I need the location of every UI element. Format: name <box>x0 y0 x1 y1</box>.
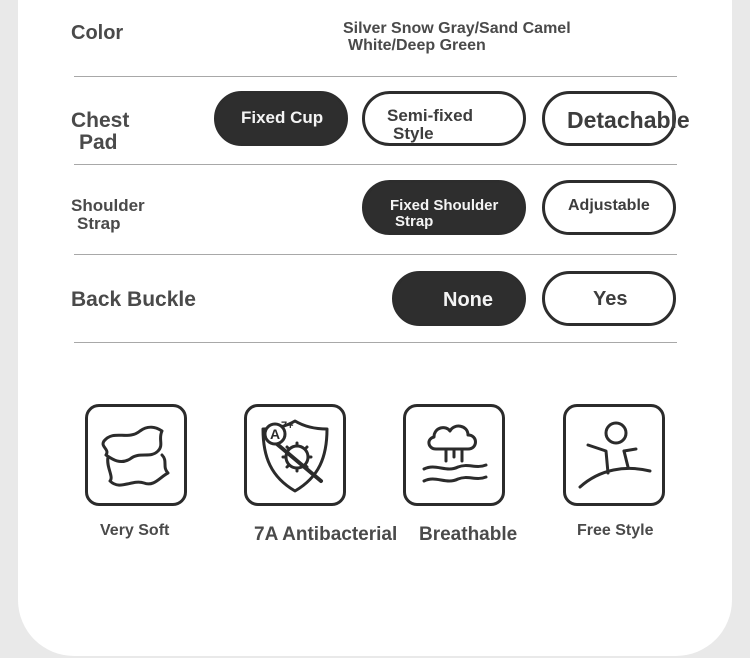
option-yes[interactable] <box>542 271 676 326</box>
breathable-cloud-icon <box>403 404 505 506</box>
divider <box>74 164 677 165</box>
color-value-line2: White/Deep Green <box>348 37 486 54</box>
option-fixed-cup[interactable] <box>214 91 348 146</box>
option-yes-label: Yes <box>593 288 628 310</box>
option-semi-fixed-label-line2: Style <box>393 124 434 143</box>
option-semi-fixed-label-line1: Semi-fixed <box>387 106 473 125</box>
option-detachable[interactable] <box>542 91 690 146</box>
breathable-caption: Breathable <box>419 524 518 545</box>
option-fixed-shoulder-strap[interactable] <box>362 180 526 235</box>
soft-fabric-icon <box>85 404 187 506</box>
color-value <box>343 20 571 54</box>
shoulder-strap-label-line1: Shoulder <box>71 196 145 215</box>
antibacterial-badge-sup: 7+ <box>281 420 294 432</box>
option-semi-fixed-style[interactable] <box>362 91 526 146</box>
option-adjustable[interactable] <box>542 180 676 235</box>
divider <box>74 254 677 255</box>
free-style-person-icon <box>563 404 665 506</box>
antibacterial-caption: 7A Antibacterial <box>254 524 398 545</box>
divider <box>74 76 677 77</box>
color-value-line1: Silver Snow Gray/Sand Camel <box>343 20 571 37</box>
free-style-caption: Free Style <box>577 522 654 539</box>
very-soft-caption: Very Soft <box>100 522 170 539</box>
option-none[interactable] <box>392 271 526 326</box>
option-detachable-label: Detachable <box>567 107 690 133</box>
antibacterial-badge: A <box>269 426 281 442</box>
color-label: Color <box>71 22 124 44</box>
shoulder-strap-label-line2: Strap <box>77 214 121 233</box>
chest-pad-label-line1: Chest <box>71 109 130 132</box>
antibacterial-shield-icon <box>244 404 346 506</box>
shoulder-strap-label <box>71 197 145 233</box>
divider <box>74 342 677 343</box>
chest-pad-label <box>71 110 129 154</box>
option-fixed-cup-label: Fixed Cup <box>241 108 324 127</box>
option-fixed-shoulder-label-line2: Strap <box>395 213 434 230</box>
back-buckle-label: Back Buckle <box>71 288 196 311</box>
option-adjustable-label: Adjustable <box>568 197 650 214</box>
chest-pad-label-line2: Pad <box>79 131 118 154</box>
option-none-label: None <box>443 289 493 311</box>
option-fixed-shoulder-label-line1: Fixed Shoulder <box>390 197 499 214</box>
